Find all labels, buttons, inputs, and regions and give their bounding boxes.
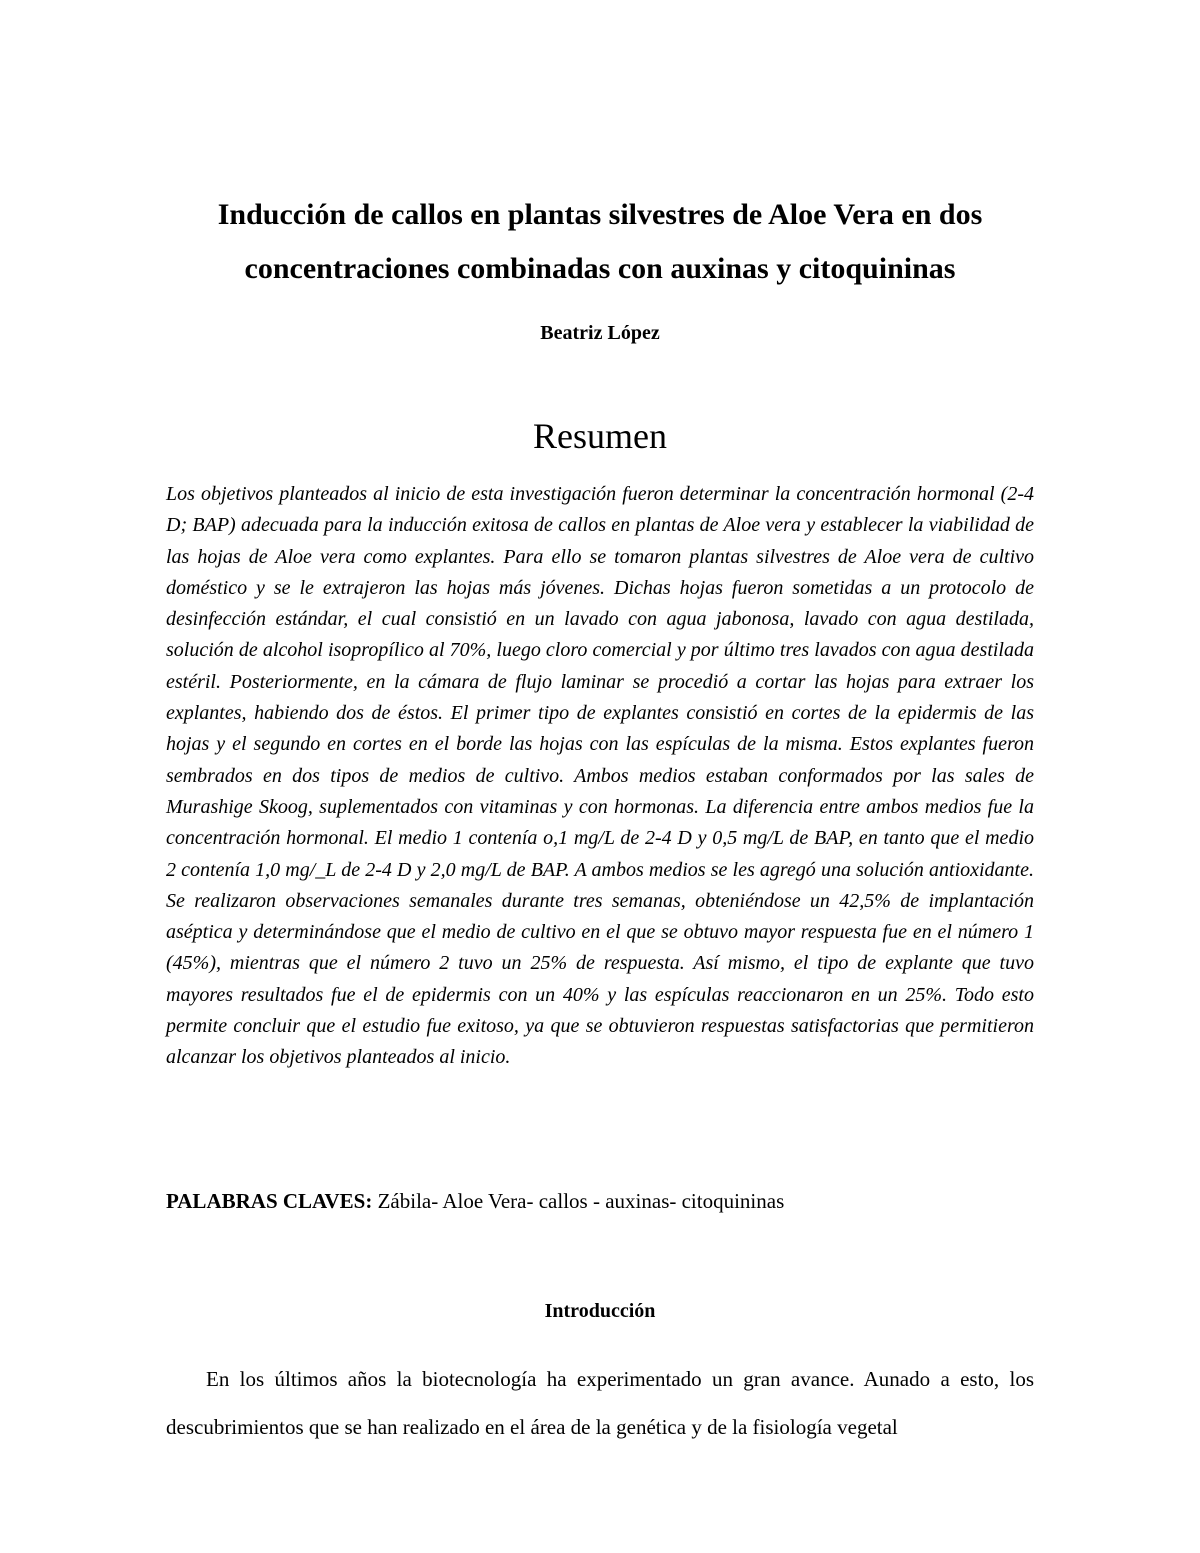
keywords-value: Zábila- Aloe Vera- callos - auxinas- citoquininas xyxy=(372,1189,785,1213)
keywords-label: PALABRAS CLAVES: xyxy=(166,1189,373,1213)
paper-title-line-1: Inducción de callos en plantas silvestres de Aloe Vera en dos xyxy=(217,198,983,231)
paper-title xyxy=(150,188,1050,296)
paper-title-line-2: concentraciones combinadas con auxinas y citoquininas xyxy=(244,252,956,285)
author-name: Beatriz López xyxy=(540,322,660,344)
introduction-heading: Introducción xyxy=(544,1300,656,1322)
abstract-text: Los objetivos planteados al inicio de esta investigación fueron determinar la concentración hormonal (2-4 D; BAP) adecuada para la inducción exitosa de callos en plantas de Aloe vera y establecer la viabilidad de las hojas de Aloe vera como explantes. Para ello se tomaron plantas silvestres de Aloe vera de cultivo doméstico y se le extrajeron las hojas más jóvenes. Dichas hojas fueron sometidas a un protocolo de desinfección estándar, el cual consistió en un lavado con agua jabonosa, lavado con agua destilada, solución de alcohol isopropílico al 70%, luego cloro comercial y por último tres lavados con agua destilada estéril. Posteriormente, en la cámara de flujo laminar se procedió a cortar las hojas para extraer los explantes, habiendo dos de éstos. El primer tipo de explantes consistió en cortes de la epidermis de las hojas y el segundo en cortes en el borde las hojas con las espículas de la misma. Estos explantes fueron sembrados en dos tipos de medios de cultivo. Ambos medios estaban conformados por las sales de Murashige Skoog, suplementados con vitaminas y con hormonas. La diferencia entre ambos medios fue la concentración hormonal. El medio 1 contenía o,1 mg/L de 2-4 D y 0,5 mg/L de BAP, en tanto que el medio 2 contenía 1,0 mg/_L de 2-4 D y 2,0 mg/L de BAP. A ambos medios se les agregó una solución antioxidante. Se realizaron observaciones semanales durante tres semanas, obteniéndose un 42,5% de implantación aséptica y determinándose que el medio de cultivo en el que se obtuvo mayor respuesta fue en el número 1 (45%), mientras que el número 2 tuvo un 25% de respuesta. Así mismo, el tipo de explante que tuvo mayores resultados fue el de epidermis con un 40% y las espículas reaccionaron en un 25%. Todo esto permite concluir que el estudio fue exitoso, ya que se obtuvieron respuestas satisfactorias que permitieron alcanzar los objetivos planteados al inicio. xyxy=(166,483,1034,1069)
keywords-line xyxy=(166,1185,1046,1217)
introduction-text: En los últimos años la biotecnología ha experimentado un gran avance. Aunado a esto, los descubrimientos que se han realizado en el área de la genética y de la fisiología vegetal xyxy=(166,1367,1034,1439)
abstract-heading: Resumen xyxy=(533,416,667,456)
